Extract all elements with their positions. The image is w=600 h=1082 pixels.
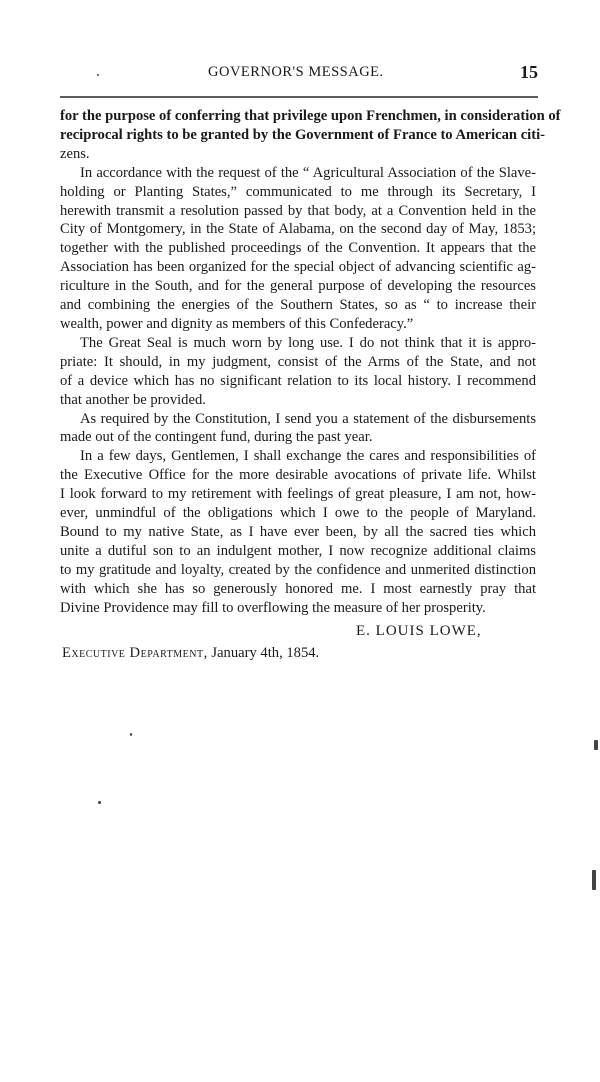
message-body bbox=[60, 107, 561, 617]
text-line: City of Montgomery, in the State of Alabama, on the second day of May, 1853; bbox=[60, 221, 536, 238]
text-line: reciprocal rights to be granted by the Government of France to American citi- bbox=[60, 126, 545, 143]
scan-edge-mark bbox=[592, 870, 596, 890]
scan-speck bbox=[98, 801, 101, 804]
text-line: priate: It should, in my judgment, consist of the Arms of the State, and not bbox=[60, 353, 536, 370]
text-line: for the purpose of conferring that privilege upon Frenchmen, in consideration of bbox=[60, 108, 561, 124]
signature: E. LOUIS LOWE, bbox=[356, 623, 482, 639]
text-line: zens. bbox=[60, 145, 90, 162]
running-title: GOVERNOR'S MESSAGE. bbox=[208, 64, 384, 80]
text-line: the Executive Office for the more desirable avocations of private life. Whilst bbox=[60, 467, 536, 484]
dateline bbox=[62, 645, 319, 662]
department-name: Executive Department, bbox=[62, 645, 208, 661]
text-line: wealth, power and dignity as members of this Confederacy.” bbox=[60, 315, 414, 332]
text-line: riculture in the South, and for the general purpose of developing the resources bbox=[60, 278, 536, 295]
date: January 4th, 1854. bbox=[211, 645, 320, 661]
text-line: with which she has so generously honored me. I most earnestly pray that bbox=[60, 580, 536, 597]
text-line: and combining the energies of the Southern States, so as “ to increase their bbox=[60, 297, 536, 314]
text-line: In a few days, Gentlemen, I shall exchange the cares and responsibilities of bbox=[80, 448, 536, 465]
text-line: As required by the Constitution, I send you a statement of the disbursements bbox=[80, 410, 536, 427]
text-line: Divine Providence may fill to overflowing the measure of her prosperity. bbox=[60, 599, 486, 616]
scan-edge-mark bbox=[594, 740, 598, 750]
text-line: unite a dutiful son to an indulgent mother, I now recognize additional claims bbox=[60, 542, 536, 559]
scan-speck bbox=[130, 733, 132, 736]
text-line: Bound to my native State, as I have ever been, by all the sacred ties which bbox=[60, 523, 536, 540]
scan-speck bbox=[97, 74, 99, 76]
text-line: made out of the contingent fund, during the past year. bbox=[60, 429, 373, 446]
text-line: of a device which has no significant relation to its local history. I recommend bbox=[60, 372, 536, 389]
text-line: Association has been organized for the special object of advancing scientific ag- bbox=[60, 259, 536, 276]
text-line: together with the published proceedings of the Convention. It appears that the bbox=[60, 240, 536, 257]
page-header bbox=[60, 62, 538, 86]
text-line: that another be provided. bbox=[60, 391, 206, 408]
header-rule bbox=[60, 96, 538, 98]
text-line: holding or Planting States,” communicated to me through its Secretary, I bbox=[60, 183, 536, 200]
page-number: 15 bbox=[520, 62, 538, 82]
text-line: herewith transmit a resolution passed by that body, at a Convention held in the bbox=[60, 202, 536, 219]
text-line: I look forward to my retirement with feelings of great pleasure, I am not, how- bbox=[60, 486, 536, 503]
text-line: to my gratitude and loyalty, created by the confidence and unmerited distinction bbox=[60, 561, 536, 578]
text-line: The Great Seal is much worn by long use. I do not think that it is appro- bbox=[80, 334, 536, 351]
text-line: ever, unmindful of the obligations which I owe to the people of Maryland. bbox=[60, 505, 536, 522]
text-line: In accordance with the request of the “ Agricultural Association of the Slave- bbox=[80, 164, 536, 181]
